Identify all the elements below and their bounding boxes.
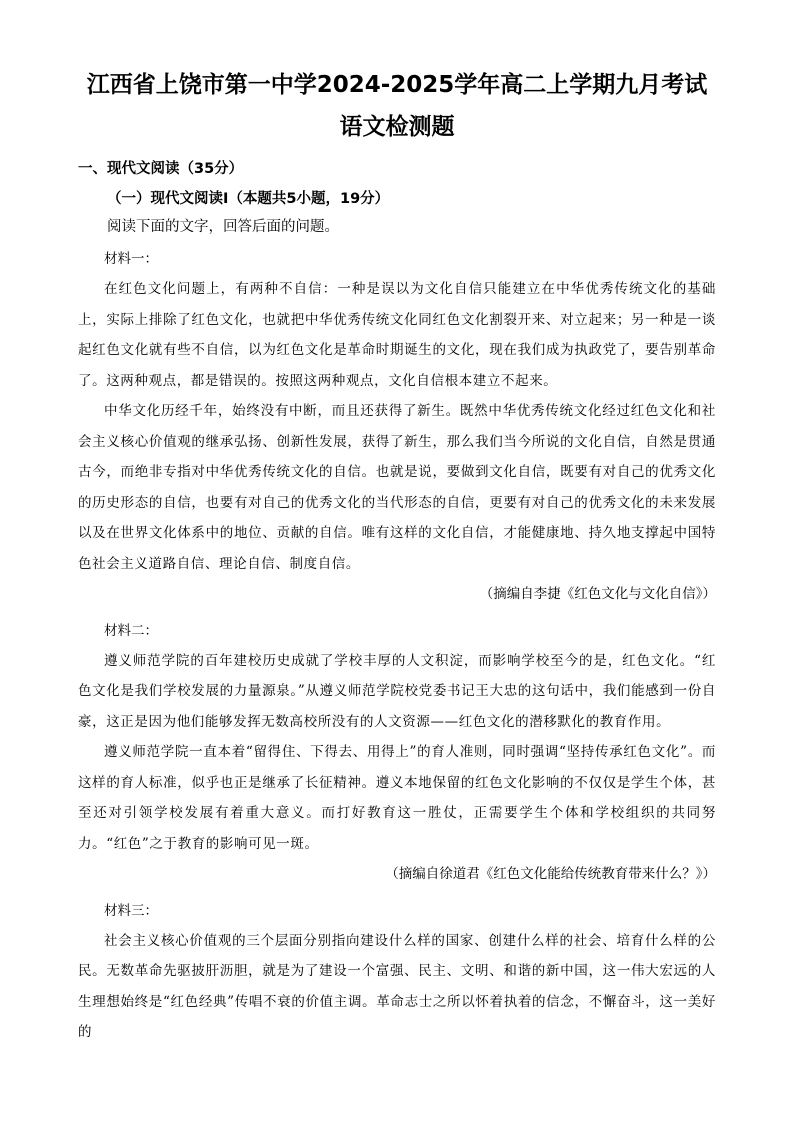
material-2-label: 材料二：	[104, 622, 158, 639]
section-heading: 一、现代文阅读（35分）	[78, 161, 244, 177]
material-1-paragraph: 中华文化历经千年，始终没有中断，而且还获得了新生。既然中华优秀传统文化经过红色文化和社会主义核心价值观的继承弘扬、创新性发展，获得了新生，那么我们当今所说的文化自信，自然是贯通古今，而绝非专指对中华优秀传统文化的自信。也就是说，要做到文化自信，既要有对自己的优秀文化的历史形态的自信，也要有对自己的优秀文化的当代形态的自信，更要有对自己的优秀文化的未来发展以及在世界文化体系中的地位、贡献的自信。唯有这样的文化自信，才能健康地、持久地支撑起中国特色社会主义道路自信、理论自信、制度自信。	[78, 403, 716, 572]
material-1-paragraph: 在红色文化问题上，有两种不自信：一种是误以为文化自信只能建立在中华优秀传统文化的基础上，实际上排除了红色文化，也就把中华优秀传统文化同红色文化割裂开来、对立起来；另一种是一谈起红色文化就有些不自信，以为红色文化是革命时期诞生的文化，现在我们成为执政党了，要告别革命了。这两种观点，都是错误的。按照这两种观点，文化自信根本建立不起来。	[78, 281, 716, 389]
subsection-heading: （一）现代文阅读Ⅰ（本题共5小题，19分）	[107, 191, 390, 207]
material-2-source: （摘编自徐道君《红色文化能给传统教育带来什么？》）	[385, 866, 716, 882]
material-3-label: 材料三：	[104, 902, 158, 919]
material-1-source: （摘编自李捷《红色文化与文化自信》）	[479, 586, 716, 602]
reading-instruction: 阅读下面的文字，回答后面的问题。	[107, 219, 339, 235]
material-2-paragraph: 遵义师范学院的百年建校历史成就了学校丰厚的人文积淀，而影响学校至今的是，红色文化。“红色文化是我们学校发展的力量源泉。”从遵义师范学院校党委书记王大忠的这句话中，我们能感到一份自豪，这正是因为他们能够发挥无数高校所没有的人文资源——红色文化的潜移默化的教育作用。	[78, 652, 716, 730]
material-3-paragraph: 社会主义核心价值观的三个层面分别指向建设什么样的国家、创建什么样的社会、培育什么样的公民。无数革命先驱披肝沥胆，就是为了建设一个富强、民主、文明、和谐的新中国，这一伟大宏远的人生理想始终是“红色经典”传唱不衰的价值主调。革命志士之所以怀着执着的信念，不懈奋斗，这一美好的	[78, 932, 716, 1040]
material-2-paragraph: 遵义师范学院一直本着“留得住、下得去、用得上”的育人准则，同时强调“坚持传承红色文化”。而这样的育人标准，似乎也正是继承了长征精神。遵义本地保留的红色文化影响的不仅仅是学生个体，甚至还对引领学校发展有着重大意义。而打好教育这一胜仗，正需要学生个体和学校组织的共同努力。“红色”之于教育的影响可见一斑。	[78, 744, 716, 852]
material-1-label: 材料一：	[104, 251, 158, 267]
document-title: 江西省上饶市第一中学2024-2025学年高二上学期九月考试语文检测题	[86, 72, 708, 140]
